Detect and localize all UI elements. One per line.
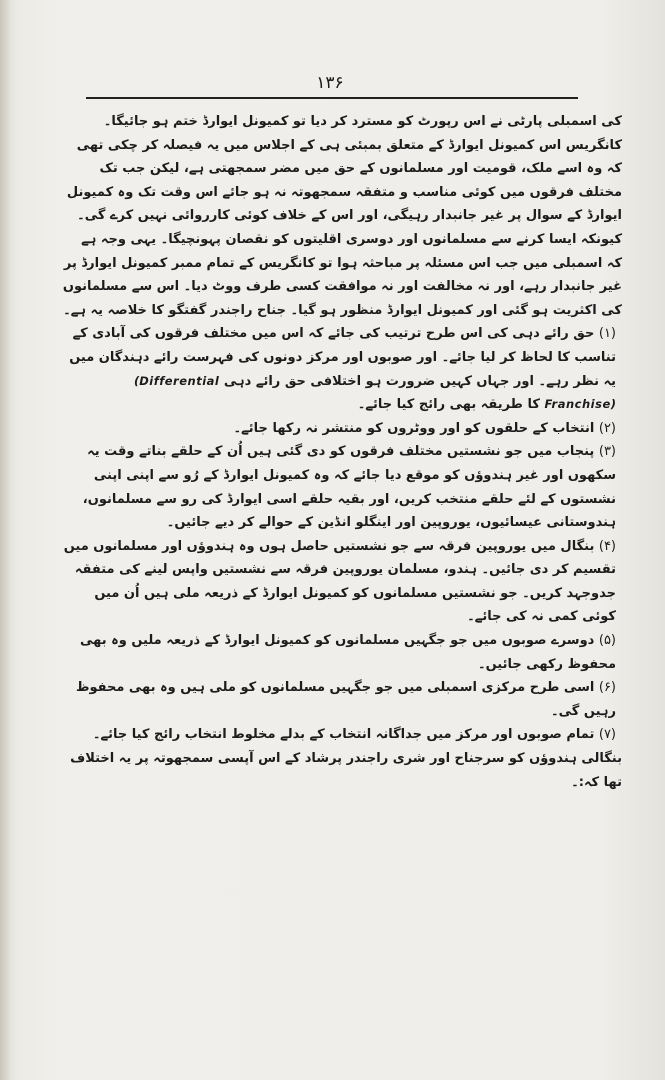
point-4 bbox=[62, 535, 622, 629]
page-number: ۱۳۶ bbox=[316, 73, 344, 93]
point-3-number: (۳) bbox=[598, 444, 616, 460]
point-5 bbox=[62, 629, 622, 676]
header-rule bbox=[86, 97, 578, 99]
point-2-text: انتخاب کے حلقوں کو اور ووٹروں کو منتشر نہ رکھا جائے۔ bbox=[233, 420, 595, 436]
point-1-latin-term: (Differential Franchise) bbox=[134, 373, 616, 412]
point-2 bbox=[62, 417, 622, 441]
point-4-number: (۴) bbox=[598, 538, 616, 554]
point-2-number: (۲) bbox=[598, 420, 616, 436]
point-1-text-after: کا طریقہ بھی رائج کیا جائے۔ bbox=[357, 397, 540, 413]
point-5-text: دوسرے صوبوں میں جو جگہیں مسلمانوں کو کمیونل ایوارڈ کے ذریعہ ملیں وہ بھی محفوظ رکھی جائیں۔ bbox=[79, 633, 616, 672]
point-6-text: اسی طرح مرکزی اسمبلی میں جو جگہیں مسلمانوں کو ملی ہیں وہ بھی محفوظ رہیں گی۔ bbox=[75, 680, 616, 719]
closing-text: بنگالی ہندوؤں کو سرجناح اور شری راجندر پرشاد کے اس آپسی سمجھوتہ پر یہ اختلاف تھا کہ:۔ bbox=[70, 751, 622, 790]
point-1-number: (۱) bbox=[598, 326, 616, 342]
intro-paragraph bbox=[62, 110, 622, 322]
point-7-text: تمام صوبوں اور مرکز میں جداگانہ انتخاب کے بدلے مخلوط انتخاب رائج کیا جائے۔ bbox=[92, 727, 595, 743]
closing-paragraph bbox=[62, 747, 622, 794]
point-3-text: پنجاب میں جو نشستیں مختلف فرقوں کو دی گئی ہیں اُن کے حلقے بناتے وقت یہ سکھوں اور غیر ہندوؤں کو موقع دیا جائے کہ وہ کمیونل ایوارڈ کے رُو سے اپنی اپنی نشستوں کے لئے حلقے منتخب کریں، اور بقیہ حلقے اسی ایوارڈ کی رو سے مسلمانوں، ہندوستانی عیسائیوں، یوروپین اور اینگلو انڈین کے حوالے کر دیے جائیں۔ bbox=[82, 444, 616, 531]
page-body bbox=[62, 110, 622, 1070]
point-1 bbox=[62, 322, 622, 416]
point-7 bbox=[62, 723, 622, 747]
point-7-number: (۷) bbox=[598, 727, 616, 743]
intro-text: کی اسمبلی پارٹی نے اس رپورٹ کو مسترد کر دیا تو کمیونل ایوارڈ ختم ہو جائیگا۔ کانگریس اس کمیونل ایوارڈ کے متعلق بمبئی ہی کے اجلاس میں یہ فیصلہ کر چکی تھی کہ وہ اسے ملک، قومیت اور مسلمانوں کے حق میں مضر سمجھتی ہے، لیکن جب تک مختلف فرقوں میں کوئی مناسب و متفقہ سمجھوتہ نہ ہو جائے اس وقت تک وہ کمیونل ایوارڈ کے سوال پر غیر جانبدار رہیگی، اور اس کے خلاف کوئی کارروائی نہیں کرے گی۔ کیونکہ ایسا کرنے سے مسلمانوں اور دوسری اقلیتوں کو نقصان پہونچیگا۔ یہی وجہ ہے کہ اسمبلی میں جب اس مسئلہ پر مباحثہ ہوا تو کانگریس کے تمام ممبر کمیونل ایوارڈ پر غیر جانبدار رہے، اور نہ مخالفت اور نہ موافقت کسی طرف ووٹ دیا۔ اس سے مسلمانوں کی اکثریت ہو گئی اور کمیونل ایوارڈ منظور ہو گیا۔ جناح راجندر گفتگو کا خلاصہ یہ ہے۔ bbox=[62, 114, 622, 318]
point-6 bbox=[62, 676, 622, 723]
point-6-number: (۶) bbox=[598, 680, 616, 696]
page-edge-shadow bbox=[0, 0, 10, 1080]
point-4-text: بنگال میں یوروپین فرقہ سے جو نشستیں حاصل ہوں وہ ہندوؤں اور مسلمانوں میں تقسیم کر دی جائیں۔ ہندو، مسلمان یوروپین فرقہ سے نشستیں واپس لینے کی متفقہ جدوجہد کریں۔ جو نشستیں مسلمانوں کو کمیونل ایوارڈ کے ذریعہ ملی ہیں اُن میں کوئی کمی نہ کی جائے۔ bbox=[63, 538, 616, 625]
point-3 bbox=[62, 440, 622, 534]
point-1-text: حق رائے دہی کی اس طرح ترتیب کی جائے کہ اس میں مختلف فرقوں کی آبادی کے تناسب کا لحاظ کر لیا جائے۔ اور صوبوں اور مرکز دونوں کی فہرست رائے دہندگان میں یہ نظر رہے۔ اور جہاں کہیں ضرورت ہو اختلافی حق رائے دہی bbox=[69, 326, 616, 389]
point-5-number: (۵) bbox=[598, 633, 616, 649]
